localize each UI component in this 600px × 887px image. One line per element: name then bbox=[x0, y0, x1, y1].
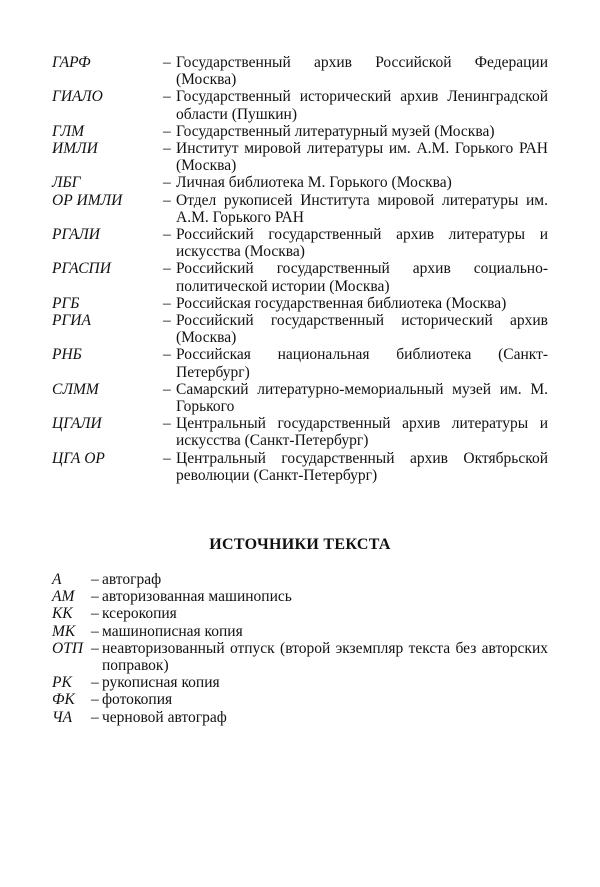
abbreviation-definition: Российская национальная библиотека (Санкт-Петербург) bbox=[176, 346, 548, 381]
list-item bbox=[52, 691, 548, 708]
list-item bbox=[52, 260, 548, 294]
abbreviation-definition: Российский государственный архив литературы и искусства (Москва) bbox=[176, 226, 548, 261]
abbreviations-list bbox=[52, 54, 548, 484]
list-item bbox=[52, 588, 548, 605]
abbreviation-term: ЧА bbox=[52, 708, 73, 726]
dash-separator: – bbox=[163, 191, 171, 209]
abbreviation-term: ГИАЛО bbox=[52, 88, 103, 106]
list-item bbox=[52, 295, 548, 312]
dash-separator: – bbox=[163, 88, 171, 106]
dash-separator: – bbox=[163, 174, 171, 192]
abbreviation-term: ЦГА ОР bbox=[52, 449, 105, 467]
abbreviation-term: КК bbox=[52, 605, 73, 623]
dash-separator: – bbox=[163, 140, 171, 158]
list-item bbox=[52, 88, 548, 122]
abbreviation-definition: Самарский литературно-мемориальный музей им. М. Горького bbox=[176, 380, 548, 416]
abbreviation-definition: Государственный исторический архив Ленинградской области (Пушкин) bbox=[176, 88, 548, 123]
list-item bbox=[52, 312, 548, 346]
list-item bbox=[52, 346, 548, 380]
list-item bbox=[52, 450, 548, 484]
abbreviation-definition: фотокопия bbox=[102, 691, 173, 709]
list-item bbox=[52, 174, 548, 191]
dash-separator: – bbox=[163, 122, 171, 140]
list-item bbox=[52, 415, 548, 449]
abbreviation-definition: Центральный государственный архив Октябрьской революции (Санкт-Петербург) bbox=[176, 449, 548, 484]
abbreviation-term: ЦГАЛИ bbox=[52, 415, 102, 433]
abbreviation-definition: Центральный государственный архив литературы и искусства (Санкт-Петербург) bbox=[176, 415, 548, 450]
abbreviation-definition: Российский государственный архив социально-политической истории (Москва) bbox=[176, 260, 548, 295]
abbreviation-term: РНБ bbox=[52, 346, 82, 364]
list-item bbox=[52, 709, 548, 726]
abbreviation-definition: Государственный литературный музей (Москва) bbox=[176, 122, 495, 140]
list-item bbox=[52, 381, 548, 415]
dash-separator: – bbox=[163, 54, 171, 71]
dash-separator: – bbox=[163, 380, 171, 398]
abbreviation-term: ГАРФ bbox=[52, 54, 91, 71]
abbreviation-definition: ксерокопия bbox=[102, 605, 177, 623]
list-item bbox=[52, 571, 548, 588]
abbreviation-term: ИМЛИ bbox=[52, 140, 98, 158]
abbreviation-term: РГАЛИ bbox=[52, 226, 100, 244]
abbreviation-entries bbox=[52, 54, 548, 484]
abbreviation-term: А bbox=[52, 571, 62, 588]
list-item bbox=[52, 123, 548, 140]
abbreviation-definition: автограф bbox=[102, 571, 162, 588]
abbreviation-term: РГБ bbox=[52, 294, 80, 312]
abbreviation-definition: Государственный архив Российской Федерации (Москва) bbox=[176, 54, 548, 89]
abbreviation-definition: Институт мировой литературы им. А.М. Горького РАН (Москва) bbox=[176, 140, 548, 175]
abbreviation-definition: Российская государственная библиотека (Москва) bbox=[176, 294, 507, 312]
dash-separator: – bbox=[91, 588, 99, 606]
dash-separator: – bbox=[91, 605, 99, 623]
abbreviation-term: СЛММ bbox=[52, 380, 99, 398]
dash-separator: – bbox=[163, 260, 171, 278]
list-item bbox=[52, 640, 548, 674]
dash-separator: – bbox=[91, 691, 99, 709]
list-item bbox=[52, 192, 548, 226]
source-entries bbox=[52, 571, 548, 726]
dash-separator: – bbox=[163, 312, 171, 330]
abbreviation-definition: Личная библиотека М. Горького (Москва) bbox=[176, 174, 452, 192]
abbreviation-term: ОР ИМЛИ bbox=[52, 191, 123, 209]
dash-separator: – bbox=[163, 346, 171, 364]
dash-separator: – bbox=[91, 622, 99, 640]
abbreviation-term: ГЛМ bbox=[52, 122, 85, 140]
abbreviation-definition: машинописная копия bbox=[102, 622, 243, 640]
list-item bbox=[52, 623, 548, 640]
abbreviation-term: РК bbox=[52, 674, 72, 692]
abbreviation-term: ФК bbox=[52, 691, 75, 709]
abbreviation-term: АМ bbox=[52, 588, 75, 606]
list-item bbox=[52, 226, 548, 260]
list-item bbox=[52, 674, 548, 691]
sources-list bbox=[52, 571, 548, 726]
abbreviation-definition: рукописная копия bbox=[102, 674, 220, 692]
dash-separator: – bbox=[163, 449, 171, 467]
section-heading-sources: ИСТОЧНИКИ ТЕКСТА bbox=[209, 536, 391, 553]
dash-separator: – bbox=[91, 571, 99, 588]
abbreviation-definition: Отдел рукописей Института мировой литературы им. А.М. Горького РАН bbox=[176, 191, 548, 226]
dash-separator: – bbox=[91, 639, 99, 657]
abbreviation-term: РГИА bbox=[52, 312, 91, 330]
dash-separator: – bbox=[163, 226, 171, 244]
dash-separator: – bbox=[163, 294, 171, 312]
list-item bbox=[52, 605, 548, 622]
abbreviation-term: ОТП bbox=[52, 639, 84, 657]
abbreviation-term: ЛБГ bbox=[52, 174, 81, 192]
dash-separator: – bbox=[91, 708, 99, 726]
abbreviation-definition: Российский государственный исторический архив (Москва) bbox=[176, 312, 548, 347]
abbreviation-definition: авторизованная машинопись bbox=[102, 588, 292, 606]
list-item bbox=[52, 54, 548, 88]
dash-separator: – bbox=[163, 415, 171, 433]
abbreviation-definition: черновой автограф bbox=[102, 708, 227, 726]
abbreviation-term: РГАСПИ bbox=[52, 260, 111, 278]
list-item bbox=[52, 140, 548, 174]
dash-separator: – bbox=[91, 674, 99, 692]
abbreviation-term: МК bbox=[52, 622, 76, 640]
abbreviation-definition: неавторизованный отпуск (второй экземпляр текста без авторских поправок) bbox=[102, 639, 548, 675]
